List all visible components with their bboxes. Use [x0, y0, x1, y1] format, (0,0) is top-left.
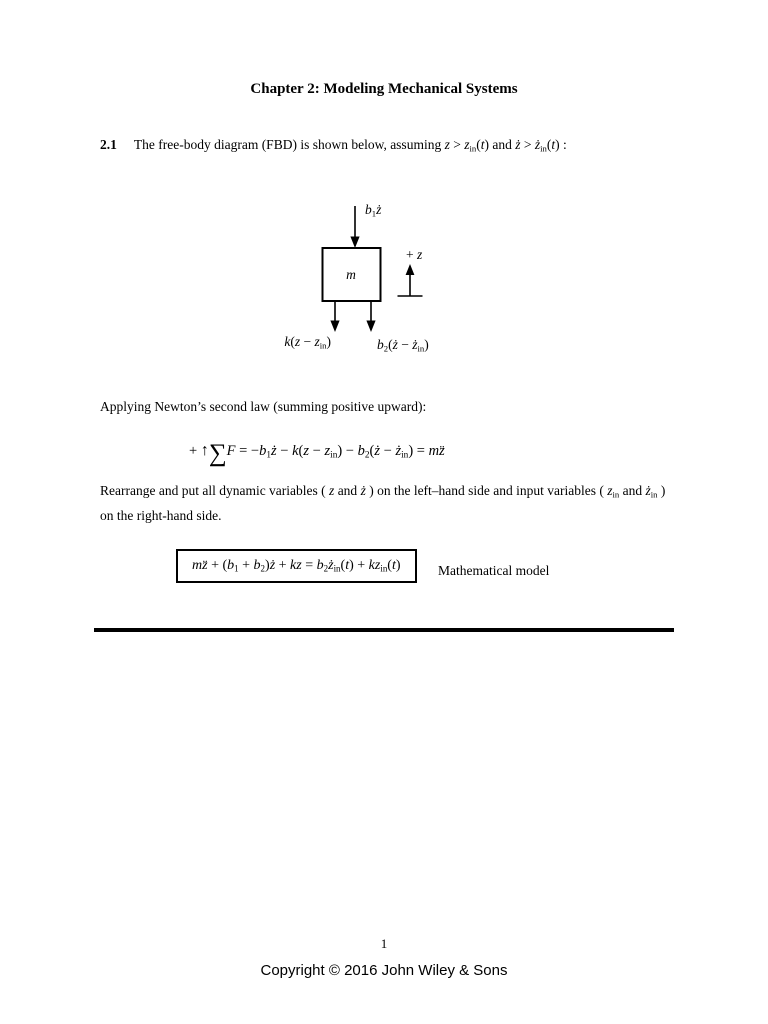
newton-equation: + ↑∑F = −b1ż − k(z − zin) − b2(ż − żin) = mz̈ [189, 440, 445, 467]
model-equation-box [176, 549, 417, 583]
free-body-diagram [250, 193, 480, 365]
problem-number: 2.1 [100, 137, 117, 152]
mass-label: m [346, 266, 356, 282]
model-equation: mz̈ + (b1 + b2)ż + kz = b2żin(t) + kzin(t) [192, 558, 401, 574]
page-number: 1 [380, 936, 388, 951]
damper1-force-arrowhead-icon [350, 237, 359, 249]
spring-force-label: k(z − zin) [284, 334, 331, 351]
page-title: Chapter 2: Modeling Mechanical Systems [250, 81, 518, 97]
spring-force-arrowhead-icon [330, 321, 339, 333]
damper1-force-label: b1ż [365, 202, 382, 219]
problem-2-1 [100, 137, 720, 153]
problem-statement: The free-body diagram (FBD) is shown below, assuming z > zin(t) and ż > żin(t) : [133, 137, 567, 154]
section-divider [94, 628, 674, 632]
rearrange-paragraph: Rearrange and put all dynamic variables ( z and ż ) on the left–hand side and input variables ( zin and żin ) on the right-hand side. [100, 483, 666, 524]
z-axis-label: + z [406, 247, 423, 262]
damper2-force-arrowhead-icon [366, 321, 375, 333]
model-equation-caption: Mathematical model [438, 563, 550, 578]
newton-intro: Applying Newton’s second law (summing positive upward): [100, 399, 427, 414]
damper2-force-label: b2(ż − żin) [377, 337, 429, 354]
copyright-line: Copyright © 2016 John Wiley & Sons [260, 962, 508, 979]
z-axis-arrowhead-icon [406, 264, 415, 275]
